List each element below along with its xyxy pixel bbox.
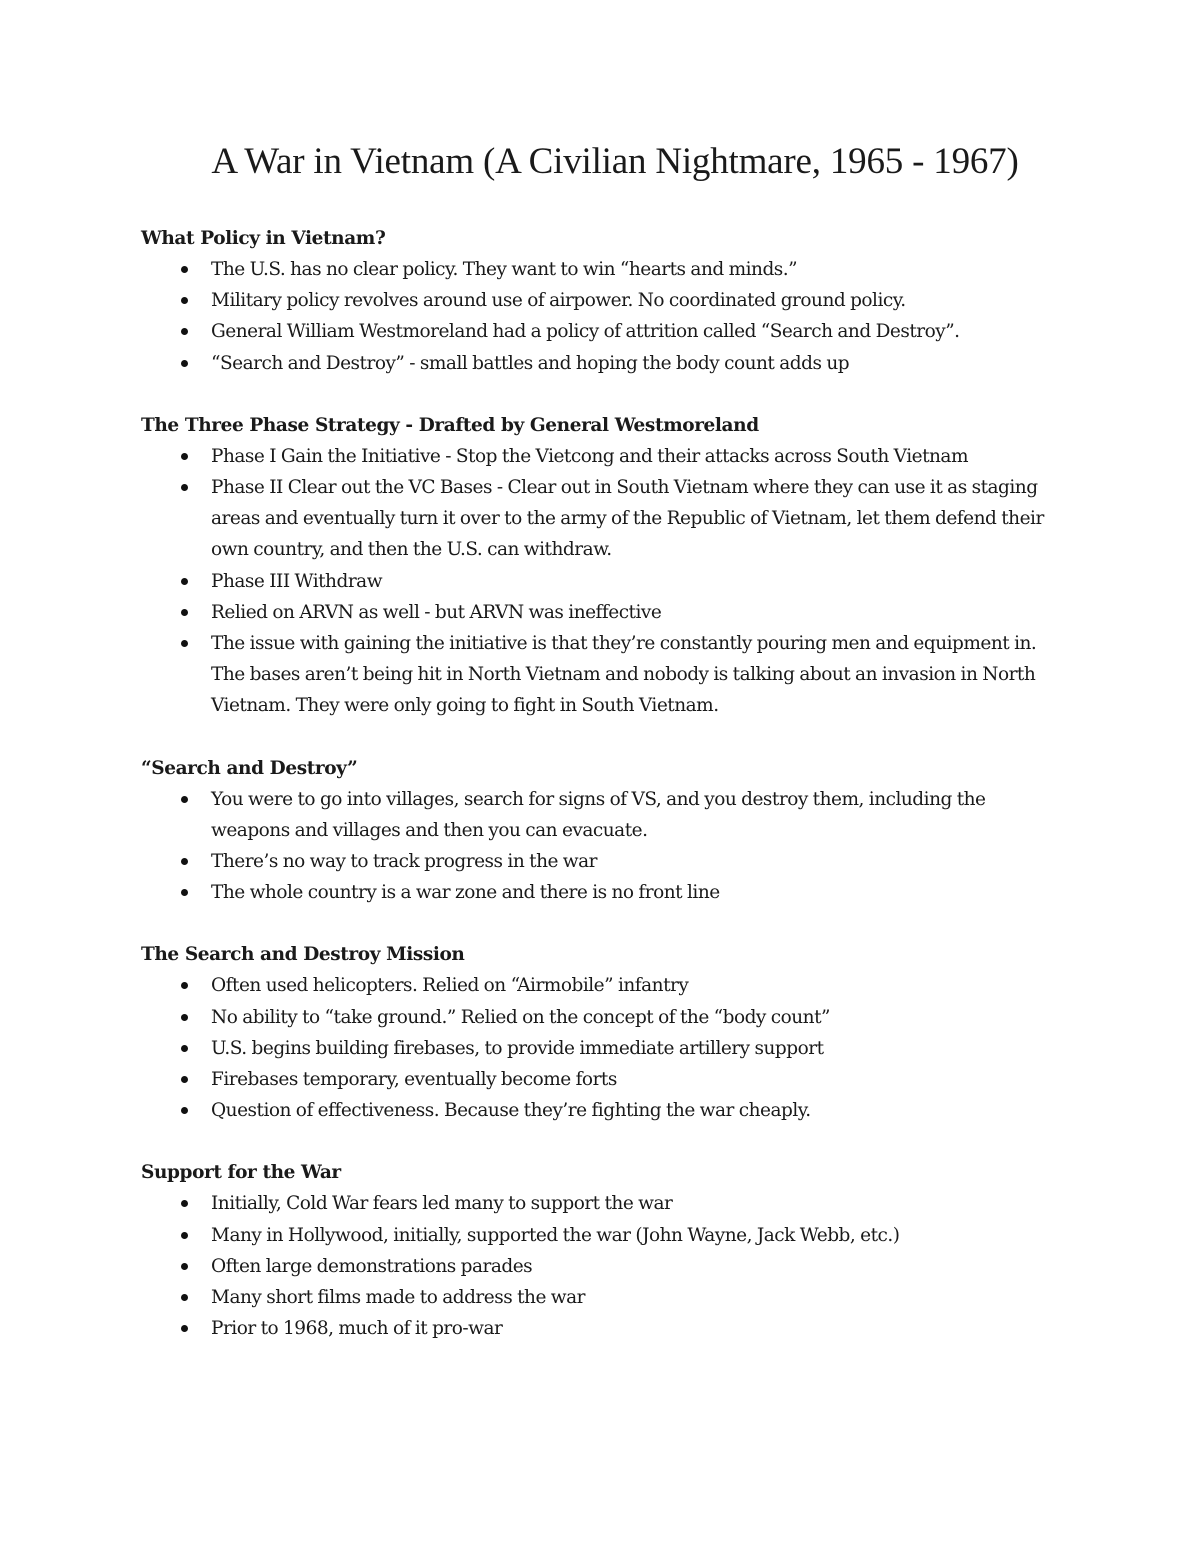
section-policy: [141, 223, 1081, 379]
list-item: Initially, Cold War fears led many to support the war: [141, 1188, 1081, 1219]
section-search-and-destroy: [141, 753, 1081, 909]
list-item: Relied on ARVN as well - but ARVN was ineffective: [141, 597, 1081, 628]
bullet-list: [141, 254, 1081, 379]
list-item: Often used helicopters. Relied on “Airmobile” infantry: [141, 970, 1081, 1001]
section-heading: The Search and Destroy Mission: [141, 944, 465, 966]
list-item: Many in Hollywood, initially, supported the war (John Wayne, Jack Webb, etc.): [141, 1220, 1081, 1251]
list-item: Often large demonstrations parades: [141, 1251, 1081, 1282]
bullet-list: [141, 441, 1081, 722]
list-item: General William Westmoreland had a policy of attrition called “Search and Destroy”.: [141, 316, 1081, 347]
bullet-list: [141, 784, 1081, 909]
list-item: Phase III Withdraw: [141, 566, 1081, 597]
list-item: The issue with gaining the initiative is that they’re constantly pouring men and equipment in. The bases aren’t being hit in North Vietnam and nobody is talking about an invasion in North Vietnam. They were only going to fight in South Vietnam.: [141, 628, 1081, 722]
list-item: U.S. begins building firebases, to provide immediate artillery support: [141, 1033, 1081, 1064]
list-item: No ability to “take ground.” Relied on the concept of the “body count”: [141, 1002, 1081, 1033]
bullet-list: [141, 970, 1081, 1126]
document-page: [141, 140, 1081, 1375]
section-three-phase-strategy: [141, 410, 1081, 722]
section-search-and-destroy-mission: [141, 939, 1081, 1126]
section-heading: What Policy in Vietnam?: [141, 228, 386, 249]
section-heading: The Three Phase Strategy - Drafted by General Westmoreland: [141, 414, 759, 436]
list-item: The U.S. has no clear policy. They want to win “hearts and minds.”: [141, 254, 1081, 285]
list-item: Question of effectiveness. Because they’re fighting the war cheaply.: [141, 1095, 1081, 1126]
list-item: “Search and Destroy” - small battles and hoping the body count adds up: [141, 348, 1081, 379]
list-item: You were to go into villages, search for signs of VS, and you destroy them, including the weapons and villages and then you can evacuate.: [141, 784, 1081, 846]
bullet-list: [141, 1188, 1081, 1344]
list-item: Phase I Gain the Initiative - Stop the Vietcong and their attacks across South Vietnam: [141, 441, 1081, 472]
section-heading: Support for the War: [141, 1162, 341, 1184]
list-item: The whole country is a war zone and there is no front line: [141, 877, 1081, 908]
list-item: Firebases temporary, eventually become forts: [141, 1064, 1081, 1095]
list-item: Military policy revolves around use of airpower. No coordinated ground policy.: [141, 285, 1081, 316]
list-item: There’s no way to track progress in the war: [141, 846, 1081, 877]
list-item: Many short films made to address the war: [141, 1282, 1081, 1313]
document-title: A War in Vietnam (A Civilian Nightmare, 1965 - 1967): [211, 141, 1019, 182]
section-support-for-the-war: [141, 1157, 1081, 1344]
section-heading: “Search and Destroy”: [141, 757, 358, 779]
list-item: Prior to 1968, much of it pro-war: [141, 1313, 1081, 1344]
list-item: Phase II Clear out the VC Bases - Clear out in South Vietnam where they can use it as staging areas and eventually turn it over to the army of the Republic of Vietnam, let them defend their own country, and then the U.S. can withdraw.: [141, 472, 1081, 566]
